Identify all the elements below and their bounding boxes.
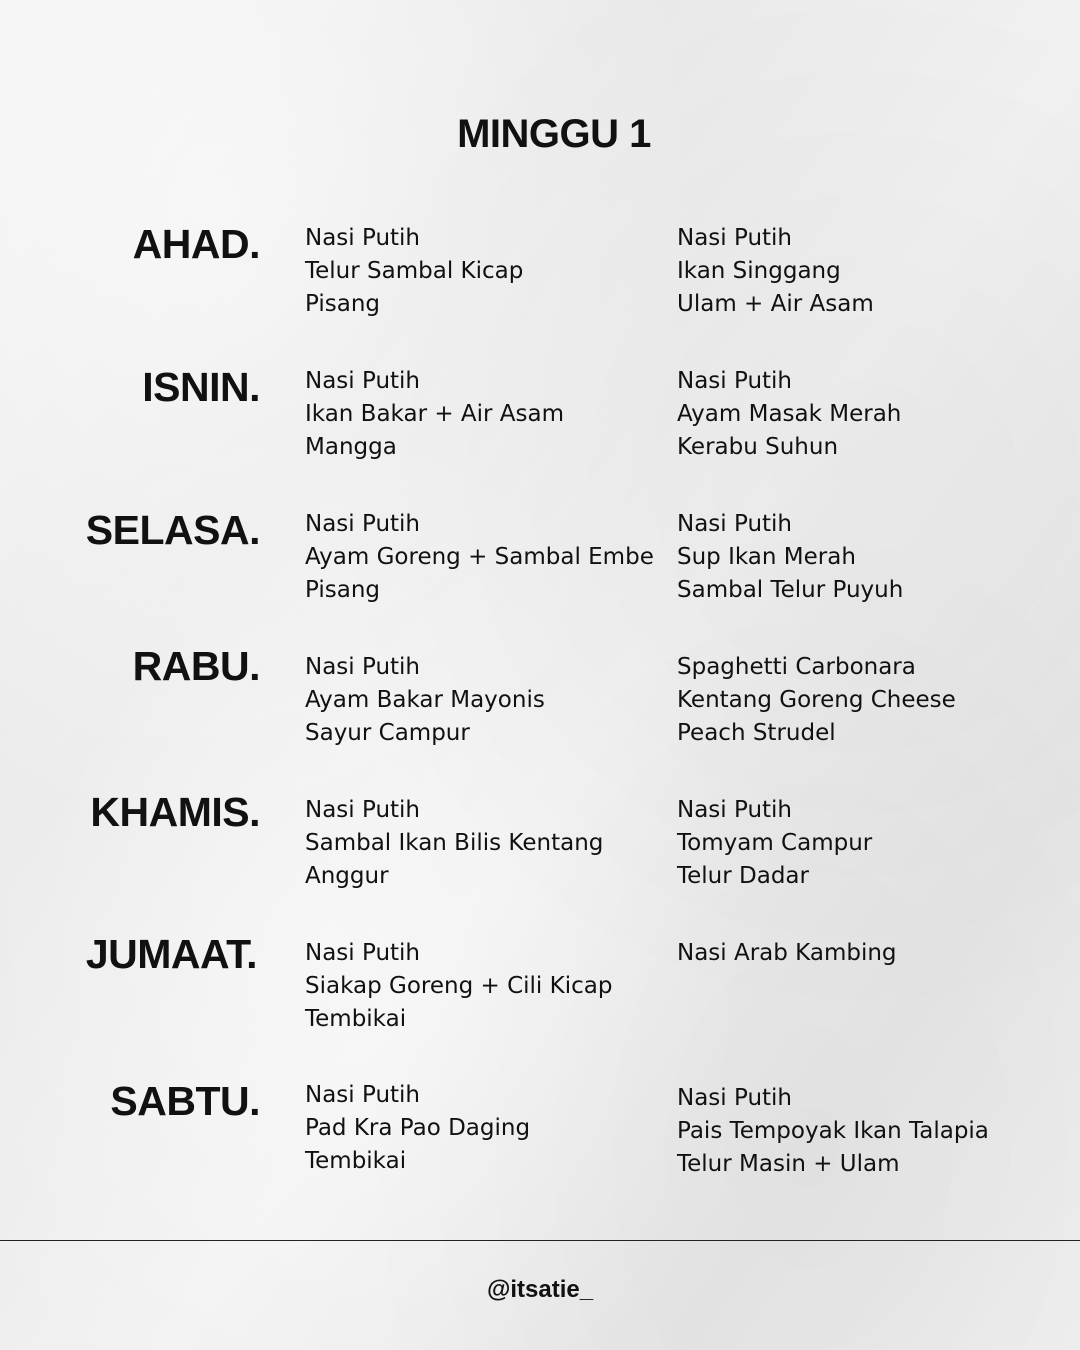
meal-1-list bbox=[305, 365, 564, 464]
meal-item: Nasi Putih bbox=[677, 797, 793, 823]
meal-1-list bbox=[305, 651, 545, 750]
meal-item: Ayam Masak Merah bbox=[677, 401, 902, 427]
meal-item: Tomyam Campur bbox=[677, 830, 873, 856]
day-row-isnin bbox=[0, 365, 1080, 475]
meal-item: Nasi Putih bbox=[305, 654, 421, 680]
meal-1-list bbox=[305, 794, 603, 893]
page-title: MINGGU 1 bbox=[457, 112, 651, 156]
meal-item: Kentang Goreng Cheese bbox=[677, 687, 956, 713]
meal-item: Sup Ikan Merah bbox=[677, 544, 856, 570]
day-label: AHAD. bbox=[132, 221, 260, 267]
meal-item: Tembikai bbox=[305, 1006, 407, 1032]
day-row-rabu bbox=[0, 643, 1080, 761]
meal-item: Nasi Putih bbox=[305, 225, 421, 251]
meal-2-list bbox=[677, 937, 897, 970]
meal-item: Ayam Bakar Mayonis bbox=[305, 687, 545, 713]
meal-item: Sambal Ikan Bilis Kentang bbox=[305, 830, 604, 856]
meal-item: Pais Tempoyak Ikan Talapia bbox=[677, 1118, 989, 1144]
meal-item: Nasi Putih bbox=[677, 368, 793, 394]
meal-item: Telur Masin + Ulam bbox=[677, 1151, 900, 1177]
meal-1-list bbox=[305, 222, 523, 321]
meal-item: Sayur Campur bbox=[305, 720, 470, 746]
meal-item: Telur Sambal Kicap bbox=[305, 258, 524, 284]
meal-item: Nasi Putih bbox=[305, 368, 421, 394]
meal-item: Siakap Goreng + Cili Kicap bbox=[305, 973, 613, 999]
day-label: SELASA. bbox=[85, 507, 260, 553]
meal-item: Nasi Putih bbox=[677, 1085, 793, 1111]
meal-2-list bbox=[677, 365, 901, 464]
meal-1-list bbox=[305, 1079, 530, 1178]
meal-item: Ulam + Air Asam bbox=[677, 291, 874, 317]
meal-item: Ikan Bakar + Air Asam bbox=[305, 401, 565, 427]
day-row-khamis bbox=[0, 789, 1080, 904]
day-row-sabtu bbox=[0, 1079, 1080, 1189]
meal-2-list bbox=[677, 1082, 989, 1181]
meal-item: Tembikai bbox=[305, 1148, 407, 1174]
meal-item: Mangga bbox=[305, 434, 397, 460]
day-label: SABTU. bbox=[110, 1078, 260, 1124]
meal-item: Pisang bbox=[305, 291, 381, 317]
meal-item: Nasi Putih bbox=[677, 511, 793, 537]
meal-2-list bbox=[677, 222, 874, 321]
meal-item: Nasi Putih bbox=[677, 225, 793, 251]
day-row-selasa bbox=[0, 508, 1080, 618]
meal-item: Nasi Putih bbox=[305, 797, 421, 823]
meal-1-list bbox=[305, 937, 612, 1036]
meal-item: Telur Dadar bbox=[677, 863, 809, 889]
meal-item: Nasi Putih bbox=[305, 1082, 421, 1108]
meal-item: Nasi Putih bbox=[305, 940, 421, 966]
day-row-jumaat bbox=[0, 931, 1080, 1047]
day-row-ahad bbox=[0, 222, 1080, 332]
meal-item: Sambal Telur Puyuh bbox=[677, 577, 904, 603]
footer-divider bbox=[0, 1240, 1080, 1241]
meal-item: Anggur bbox=[305, 863, 389, 889]
meal-item: Ikan Singgang bbox=[677, 258, 841, 284]
day-label: KHAMIS. bbox=[90, 789, 260, 835]
meal-item: Kerabu Suhun bbox=[677, 434, 839, 460]
meal-2-list bbox=[677, 508, 903, 607]
author-handle: @itsatie_ bbox=[486, 1276, 594, 1303]
meal-2-list bbox=[677, 651, 956, 750]
day-label: RABU. bbox=[132, 643, 260, 689]
meal-item: Nasi Putih bbox=[305, 511, 421, 537]
meal-item: Ayam Goreng + Sambal Embe bbox=[305, 544, 654, 570]
meal-item: Peach Strudel bbox=[677, 720, 836, 746]
meal-item: Spaghetti Carbonara bbox=[677, 654, 916, 680]
meal-2-list bbox=[677, 794, 872, 893]
meal-item: Pisang bbox=[305, 577, 381, 603]
day-label: JUMAAT. bbox=[85, 931, 257, 977]
meal-item: Pad Kra Pao Daging bbox=[305, 1115, 531, 1141]
meal-1-list bbox=[305, 508, 654, 607]
day-label: ISNIN. bbox=[142, 364, 260, 410]
meal-item: Nasi Arab Kambing bbox=[677, 940, 897, 966]
